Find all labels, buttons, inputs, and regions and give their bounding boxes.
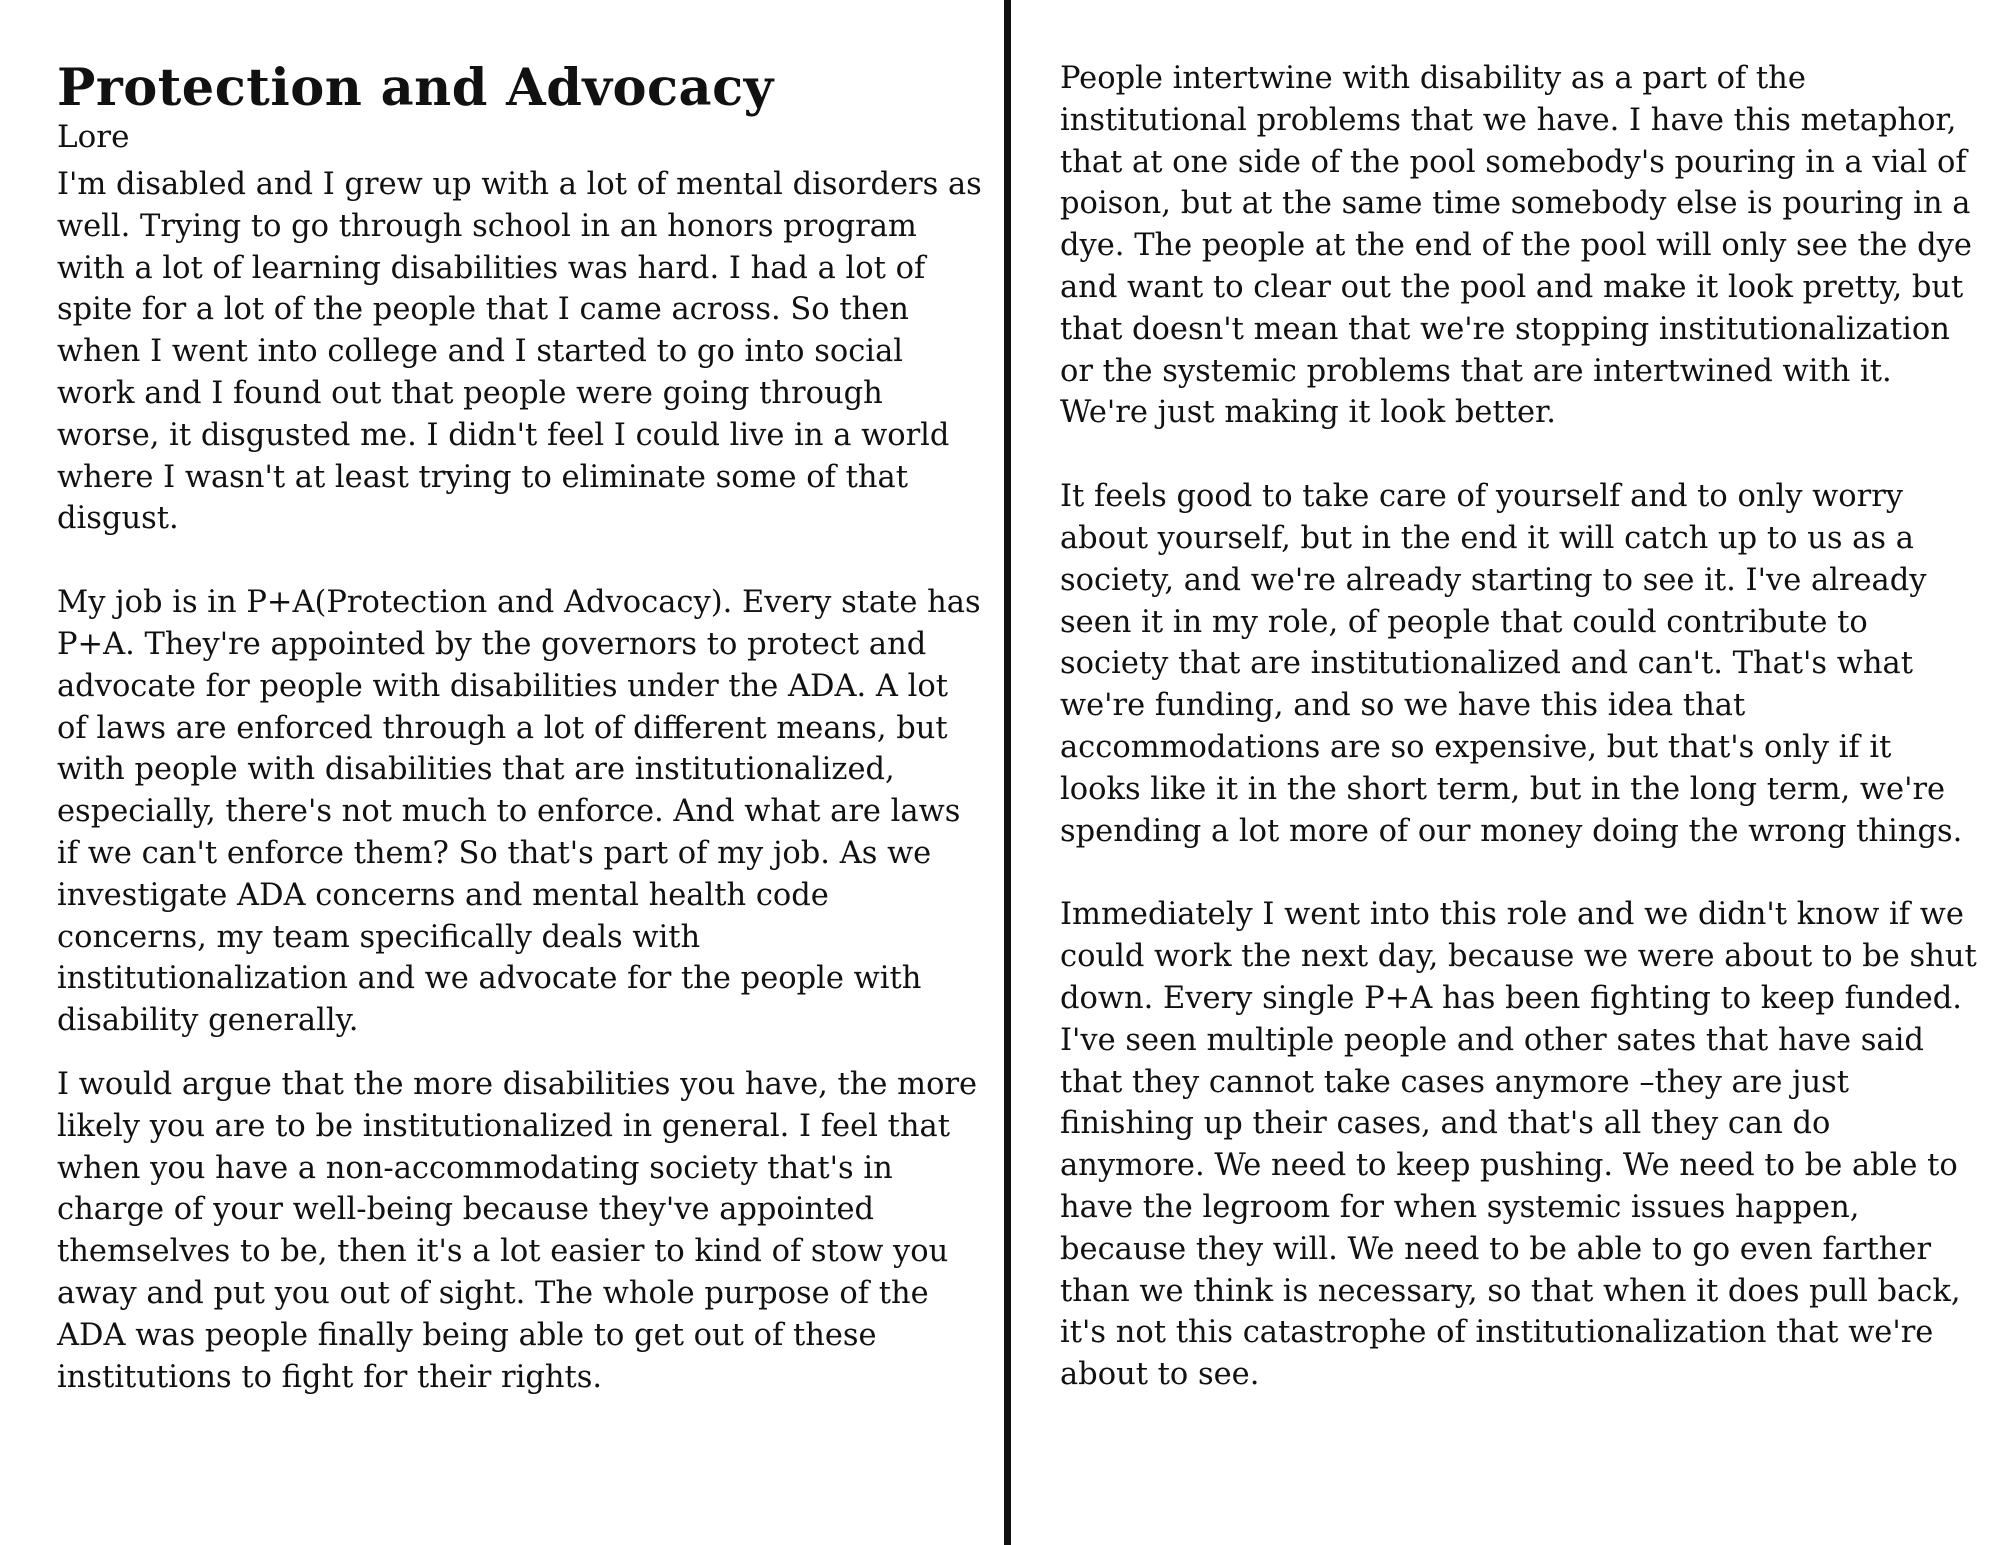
author-name: Lore xyxy=(57,119,130,155)
paragraph-left-1: I'm disabled and I grew up with a lot of mental disorders as well. Trying to go through school in an honors program with a lot of learning disabilities was hard. I had a lot of spite for a lot of the people that I came across. So then when I went into college and I started to go into social work and I found out that people were going through worse, it disgusted me. I didn't feel I could live in a world where I wasn't at least trying to eliminate some of that disgust. xyxy=(57,167,982,537)
paragraph-left-2: My job is in P+A(Protection and Advocacy). Every state has P+A. They're appointed by the governors to protect and advocate for people with disabilities under the ADA. A lot of laws are enforced through a lot of different means, but with people with disabilities that are institutionalized, especially, there's not much to enforce. And what are laws if we can't enforce them? So that's part of my job. As we investigate ADA concerns and mental health code concerns, my team specifically deals with institutionalization and we advocate for the people with disability generally. xyxy=(57,585,981,1039)
left-column xyxy=(57,0,987,1398)
right-column xyxy=(1060,0,1980,1396)
paragraph-left-3: I would argue that the more disabilities you have, the more likely you are to be institutionalized in general. I feel that when you have a non-accommodating society that's in charge of your well-being because they've appointed themselves to be, then it's a lot easier to kind of stow you away and put you out of sight. The whole purpose of the ADA was people finally being able to get out of these institutions to fight for their rights. xyxy=(57,1066,978,1395)
paragraph-right-3: Immediately I went into this role and we didn't know if we could work the next day, because we were about to be shut down. Every single P+A has been fighting to keep funded. I've seen multiple people and other sates that have said that they cannot take cases anymore –they are just finishing up their cases, and that's all they can do anymore. We need to keep pushing. We need to be able to have the legroom for when systemic issues happen, because they will. We need to be able to go even farther than we think is necessary, so that when it does pull back, it's not this catastrophe of institutionalization that we're about to see. xyxy=(1060,897,1977,1393)
paragraph-right-1: People intertwine with disability as a part of the institutional problems that we have. I have this metaphor, that at one side of the pool somebody's pouring in a vial of poison, but at the same time somebody else is pouring in a dye. The people at the end of the pool will only see the dye and want to clear out the pool and make it look pretty, but that doesn't mean that we're stopping institutionalization or the systemic problems that are intertwined with it. We're just making it look better. xyxy=(1060,61,1972,431)
paragraph-right-2: It feels good to take care of yourself and to only worry about yourself, but in the end it will catch up to us as a society, and we're already starting to see it. I've already seen it in my role, of people that could contribute to society that are institutionalized and can't. That's what we're funding, and so we have this idea that accommodations are so expensive, but that's only if it looks like it in the short term, but in the long term, we're spending a lot more of our money doing the wrong things. xyxy=(1060,479,1963,849)
column-divider xyxy=(1004,0,1011,1545)
page-title: Protection and Advocacy xyxy=(57,58,774,118)
